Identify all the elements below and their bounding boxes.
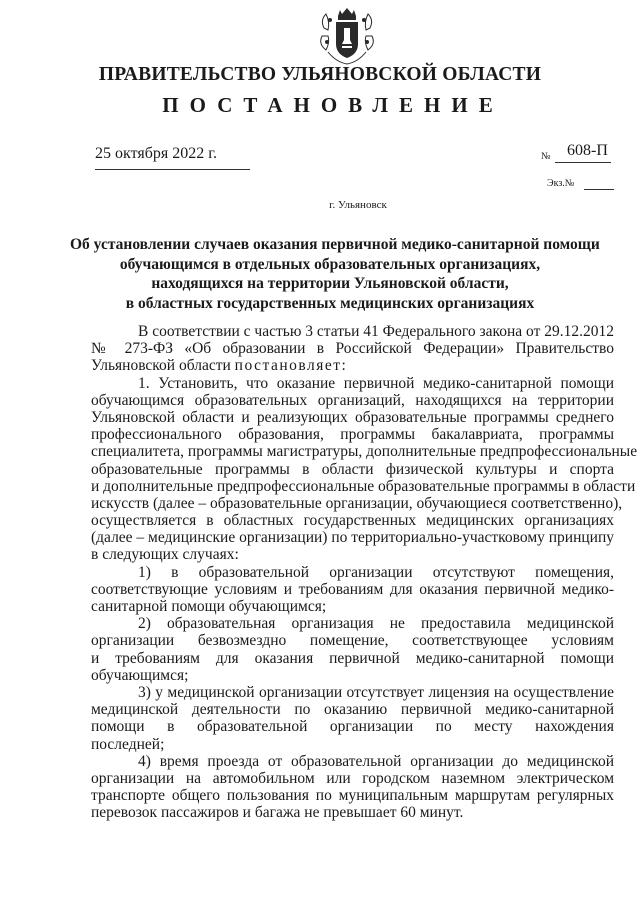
body-line: обучающимся образовательных организаций, находящихся на территории xyxy=(91,391,614,409)
decree-title xyxy=(70,235,600,313)
copy-number-underline xyxy=(584,189,614,190)
city: г. Ульяновск xyxy=(329,199,387,211)
government-title: ПРАВИТЕЛЬСТВО УЛЬЯНОВСКОЙ ОБЛАСТИ xyxy=(98,64,542,85)
ulyanovsk-coat-of-arms-icon xyxy=(318,6,376,66)
body-line: 4) время проезда от образовательной организации до медицинской xyxy=(138,752,614,770)
body-line: профессионального образования, программы бакалавриата, программы xyxy=(91,426,614,444)
decree-title-line: Об установлении случаев оказания первичной медико-санитарной помощи xyxy=(70,236,600,253)
body-line: в следующих случаях: xyxy=(91,546,239,564)
body-line: транспорте общего пользования по муниципальным маршрутам регулярных xyxy=(91,787,614,805)
body-line: помощи в образовательной организации по месту нахождения xyxy=(91,718,614,736)
number-sign: № xyxy=(541,151,551,162)
decree-date: 25 октября 2022 г. xyxy=(95,145,217,162)
body-line: санитарной помощи обучающимся; xyxy=(91,598,327,615)
body-line: и требованиям для оказания первичной медико-санитарной помощи xyxy=(91,649,614,667)
body-line: перевозок пассажиров и багажа не превышает 60 минут. xyxy=(91,804,464,822)
body-line: 1) в образовательной организации отсутствуют помещения, xyxy=(138,563,614,581)
body-line: организации безвозмездно помещение, соответствующее условиям xyxy=(91,632,614,650)
copy-number-label: Экз.№ xyxy=(547,178,575,189)
body-line: В соответствии с частью 3 статьи 41 Федерального закона от 29.12.2012 xyxy=(138,323,614,340)
resolve-word: постановляет: xyxy=(234,357,348,375)
body-line: искусств (далее – образовательные организации, обучающиеся соответственно), xyxy=(91,494,623,512)
decree-number: 608-П xyxy=(567,142,608,159)
body-line: 1. Установить, что оказание первичной медико-санитарной помощи xyxy=(138,374,614,392)
body-line: 3) у медицинской организации отсутствует лицензия на осуществление xyxy=(138,683,614,701)
body-line: последней; xyxy=(91,735,165,753)
body-line: № 273-ФЗ «Об образовании в Российской Федерации» Правительство xyxy=(91,340,614,358)
date-underline xyxy=(95,169,250,170)
body-line xyxy=(91,357,614,374)
decree-title-line: в областных государственных медицинских организациях xyxy=(125,294,535,312)
decree-body xyxy=(91,323,638,822)
body-line: Ульяновской области и реализующих образовательные программы среднего xyxy=(91,408,614,426)
body-line: 2) образовательная организация не предоставила медицинской xyxy=(138,615,614,633)
decree-title-line: обучающимся в отдельных образовательных организациях, xyxy=(119,255,541,273)
body-text: Ульяновской области xyxy=(91,357,231,375)
body-line: образовательные программы в области физической культуры и спорта xyxy=(91,460,614,478)
body-line: специалитета, программы магистратуры, дополнительные предпрофессиональные xyxy=(91,443,638,461)
body-line: медицинской деятельности по оказанию первичной медико-санитарной xyxy=(91,701,614,719)
document-type: ПОСТАНОВЛЕНИЕ xyxy=(162,93,504,117)
body-line: и дополнительные предпрофессиональные образовательные программы в области xyxy=(91,477,636,495)
body-line: обучающимся; xyxy=(91,666,189,684)
body-line: осуществляется в областных государственных медицинских организациях xyxy=(91,512,614,530)
body-line: соответствующие условиям и требованиям для оказания первичной медико- xyxy=(91,580,614,598)
number-underline xyxy=(555,162,611,163)
decree-title-line: находящихся на территории Ульяновской области, xyxy=(151,275,509,292)
body-line: (далее – медицинские организации) по территориально-участковому принципу xyxy=(91,529,615,547)
body-line: организации на автомобильном или городском наземном электрическом xyxy=(91,769,614,787)
